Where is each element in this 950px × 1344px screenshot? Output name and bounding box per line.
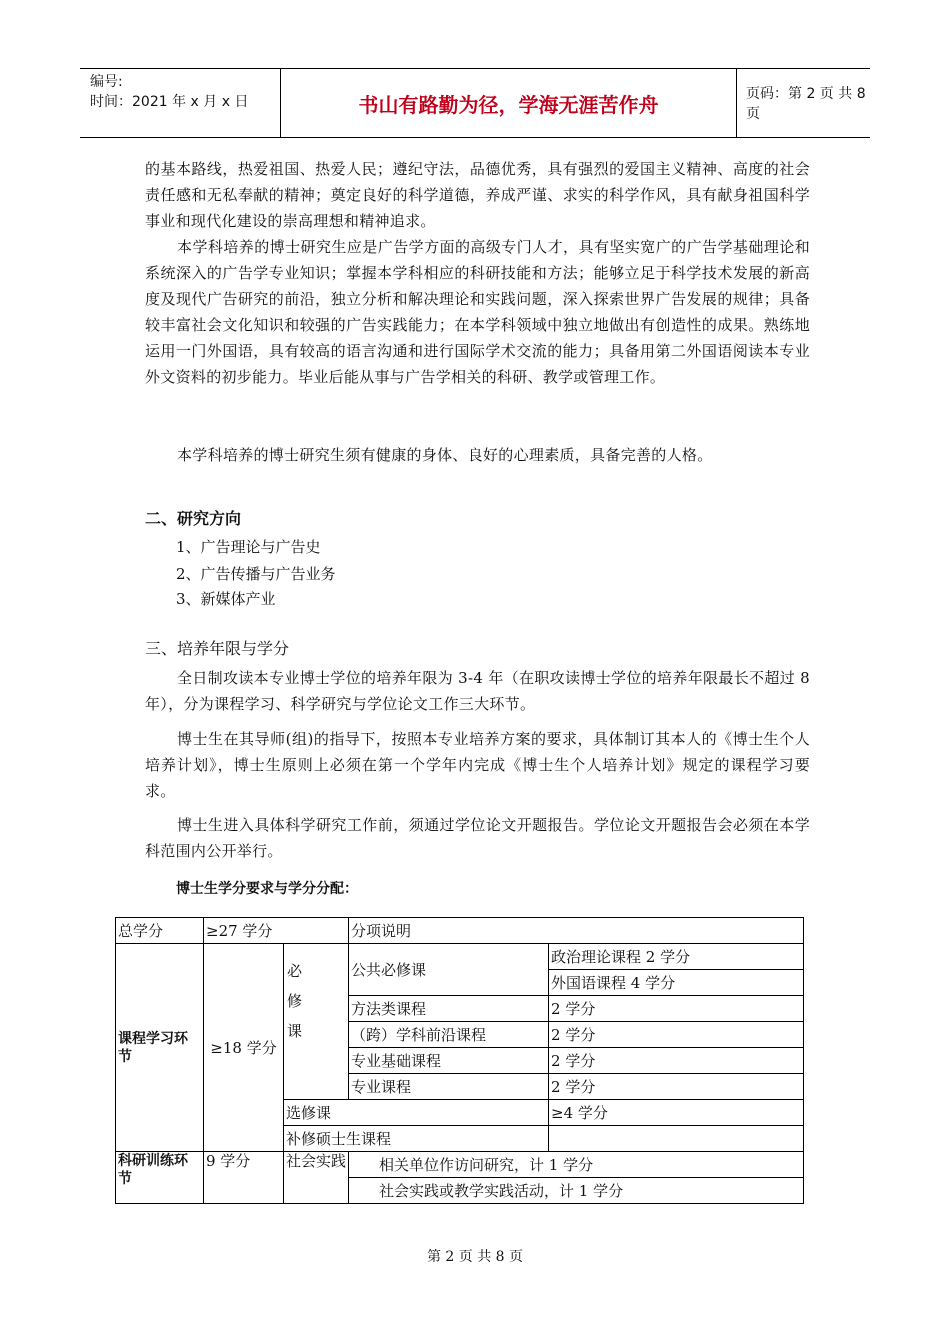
required-char: 修 — [287, 992, 303, 1010]
section-3-paragraph-3: 博士生进入具体科学研究工作前，须通过学位论文开题报告。学位论文开题报告会必须在本学科范围内公开举行。 — [145, 816, 810, 860]
research-direction-3: 3、新媒体产业 — [176, 590, 276, 608]
supplement-credit — [549, 1126, 804, 1152]
elective-credit: ≥4 学分 — [549, 1100, 804, 1126]
course-name: 专业基础课程 — [349, 1048, 549, 1074]
elective-label: 选修课 — [284, 1100, 549, 1126]
course-credit: 2 学分 — [549, 1048, 804, 1074]
course-credit: 2 学分 — [549, 1074, 804, 1100]
paragraph-2: 本学科培养的博士研究生应是广告学方面的高级专门人才，具有坚实宽广的广告学基础理论和系统深入的广告学专业知识；掌握本学科相应的科研技能和方法；能够立足于科学技术发展的新高度及现代广告研究的前沿，独立分析和解决理论和实践问题，深入探索世界广告发展的规律；具备较丰富社会文化知识和较强的广告实践能力；在本学科领域中独立地做出有创造性的成果。熟练地运用一门外国语，具有较高的语言沟通和进行国际学术交流的能力；具备用第二外国语阅读本专业外文资料的初步能力。毕业后能从事与广告学相关的科研、教学或管理工作。 — [145, 238, 810, 386]
public-required-label: 公共必修课 — [349, 944, 549, 996]
course-credit: 2 学分 — [549, 996, 804, 1022]
table-caption: 博士生学分要求与学分分配： — [176, 881, 358, 897]
research-stage-credits: 9 学分 — [204, 1152, 284, 1204]
research-direction-2: 2、广告传播与广告业务 — [176, 565, 336, 583]
document-number: 编号: — [90, 74, 123, 90]
section-2-title: 二、研究方向 — [145, 509, 242, 528]
total-credit-label: 总学分 — [116, 918, 204, 944]
research-direction-1: 1、广告理论与广告史 — [176, 538, 321, 556]
section-3-paragraph-1: 全日制攻读本专业博士学位的培养年限为 3-4 年（在职攻读博士学位的培养年限最长不超过 8 年），分为课程学习、科学研究与学位论文工作三大环节。 — [145, 669, 810, 713]
section-3-paragraph-2: 博士生在其导师(组)的指导下，按照本专业培养方案的要求，具体制订其本人的《博士生个人培养计划》，博士生原则上必须在第一个学年内完成《博士生个人培养计划》规定的课程学习要求。 — [145, 730, 810, 800]
research-stage-label: 科研训练环节 — [116, 1152, 204, 1204]
social-practice-label: 社会实践 — [284, 1152, 349, 1204]
page-header — [80, 68, 870, 138]
breakdown-header: 分项说明 — [349, 918, 804, 944]
table-row — [116, 944, 804, 970]
course-stage-label: 课程学习环节 — [116, 944, 204, 1152]
politics-credit: 政治理论课程 2 学分 — [549, 944, 804, 970]
required-char: 必 — [287, 962, 303, 980]
course-name: 专业课程 — [349, 1074, 549, 1100]
paragraph-3: 本学科培养的博士研究生须有健康的身体、良好的心理素质，具备完善的人格。 — [177, 446, 713, 464]
paragraph-1: 的基本路线，热爱祖国、热爱人民；遵纪守法，品德优秀，具有强烈的爱国主义精神、高度的社会责任感和无私奉献的精神；奠定良好的科学道德，养成严谨、求实的科学作风，具有献身祖国科学事业和现代化建设的崇高理想和精神追求。 — [145, 160, 810, 230]
header-motto: 书山有路勤为径，学海无涯苦作舟 — [280, 69, 737, 137]
course-credit: 2 学分 — [549, 1022, 804, 1048]
table-row — [116, 1152, 804, 1178]
supplement-label: 补修硕士生课程 — [284, 1126, 549, 1152]
required-course-label — [284, 944, 349, 1100]
header-meta — [80, 69, 280, 137]
course-stage-credits: ≥18 学分 — [204, 944, 284, 1152]
practice-item-2: 社会实践或教学实践活动，计 1 学分 — [349, 1178, 804, 1204]
required-char: 课 — [287, 1022, 303, 1040]
section-3-title: 三、培养年限与学分 — [145, 639, 290, 658]
header-page-number: 页码：第 2 页 共 8 页 — [746, 86, 866, 122]
document-date: 时间：2021 年 x 月 x 日 — [90, 94, 249, 110]
total-credit-value: ≥27 学分 — [204, 918, 349, 944]
foreign-language-credit: 外国语课程 4 学分 — [549, 970, 804, 996]
page-footer: 第 2 页 共 8 页 — [426, 1249, 524, 1265]
table-row — [116, 918, 804, 944]
practice-item-1: 相关单位作访问研究，计 1 学分 — [349, 1152, 804, 1178]
credit-table — [115, 917, 804, 1204]
course-name: 方法类课程 — [349, 996, 549, 1022]
course-name: （跨）学科前沿课程 — [349, 1022, 549, 1048]
